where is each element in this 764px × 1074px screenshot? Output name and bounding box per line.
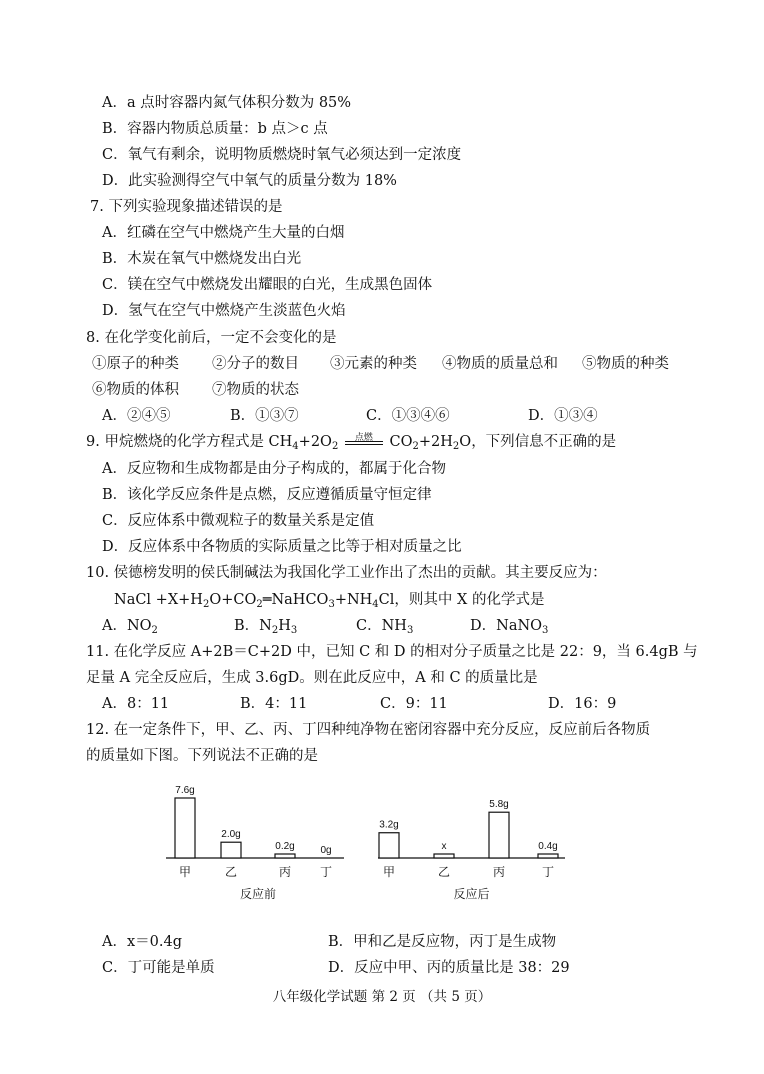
bar-甲 — [175, 798, 195, 858]
bar-丙 — [275, 854, 295, 858]
bar-乙 — [221, 842, 241, 858]
data-label: 0g — [320, 845, 332, 856]
data-label: 2.0g — [221, 829, 241, 841]
bar-丙 — [489, 812, 509, 858]
q7-option-c: C．镁在空气中燃烧发出耀眼的白光，生成黑色固体 — [102, 277, 433, 293]
category-label: 乙 — [437, 865, 451, 879]
q11-option-d: D．16：9 — [548, 696, 617, 712]
q10-option-d: D．NaNO$_3$ — [470, 618, 549, 636]
q7-option-b: B．木炭在氧气中燃烧发出白光 — [102, 251, 302, 267]
category-label: 丁 — [319, 865, 333, 879]
page-footer: 八年级化学试题 第 2 页 （共 5 页） — [272, 989, 492, 1005]
q10-stem: 10. 侯德榜发明的侯氏制碱法为我国化学工业作出了杰出的贡献。其主要反应为： — [86, 565, 607, 581]
q10-option-a: A．$NO_2$ — [102, 618, 158, 636]
data-label: x — [441, 841, 447, 852]
q7-option-a: A．红磷在空气中燃烧产生大量的白烟 — [102, 225, 345, 241]
data-label: 5.8g — [489, 799, 509, 811]
q8-item-7: ⑦物质的状态 — [212, 382, 299, 398]
q8-item-1: ①原子的种类 — [92, 356, 179, 372]
q8-item-6: ⑥物质的体积 — [92, 382, 179, 398]
chart-title: 反应后 — [453, 887, 490, 901]
q11-option-c: C．9：11 — [380, 696, 448, 712]
q9-option-c: C．反应体系中微观粒子的数量关系是定值 — [102, 513, 375, 529]
category-label: 甲 — [382, 865, 396, 879]
reaction-condition-arrow: 点燃 — [343, 432, 385, 452]
q7-stem: 7. 下列实验现象描述错误的是 — [90, 199, 283, 215]
q6-option-a: A．a 点时容器内氮气体积分数为 85% — [102, 95, 352, 111]
q11-option-b: B．4：11 — [240, 696, 308, 712]
category-label: 乙 — [224, 865, 238, 879]
q8-option-b: B．①③⑦ — [230, 408, 299, 424]
q10-equation: NaCl $+X+H_2O+CO_2═NaHCO_3+NH_4Cl$，则其中 X 的化学式是 — [114, 592, 545, 610]
q9-stem: 9. 甲烷燃烧的化学方程式是 $CH_4+2O_2$ 点燃 $CO_2+2H_2O$，下列信息不正确的是 — [86, 433, 617, 452]
q12-line1: 12. 在一定条件下，甲、乙、丙、丁四种纯净物在密闭容器中充分反应，反应前后各物质 — [86, 722, 651, 738]
q12-option-a: A．x＝0.4g — [102, 934, 182, 950]
category-label: 丙 — [492, 865, 506, 879]
data-label: 3.2g — [379, 819, 399, 831]
data-label: 7.6g — [175, 785, 195, 796]
q8-option-c: C．①③④⑥ — [366, 408, 450, 424]
category-label: 丁 — [541, 865, 555, 879]
q10-option-c: C．$NH_3$ — [356, 618, 414, 636]
bar-甲 — [379, 833, 399, 858]
q8-option-a: A．②④⑤ — [102, 408, 171, 424]
q12-option-d: D．反应中甲、丙的质量比是 38：29 — [328, 960, 570, 976]
category-label: 丙 — [278, 865, 292, 879]
data-label: 0.4g — [538, 841, 558, 852]
q8-item-5: ⑤物质的种类 — [582, 356, 669, 372]
q6-option-d: D．此实验测得空气中氧气的质量分数为 18% — [102, 173, 397, 189]
bar-丁 — [538, 854, 558, 858]
category-label: 甲 — [178, 865, 192, 879]
q12-option-c: C．丁可能是单质 — [102, 960, 215, 976]
q8-item-4: ④物质的质量总和 — [442, 356, 558, 372]
q9-option-d: D．反应体系中各物质的实际质量之比等于相对质量之比 — [102, 539, 462, 555]
q11-line1: 11. 在化学反应 A+2B＝C+2D 中，已知 C 和 D 的相对分子质量之比是 22：9，当 6.4gB 与 — [86, 644, 698, 660]
q8-stem: 8. 在化学变化前后，一定不会变化的是 — [86, 330, 337, 346]
bar-charts — [0, 775, 764, 915]
chart-after — [378, 799, 565, 901]
q6-option-b: B．容器内物质总质量：b 点＞c 点 — [102, 121, 328, 137]
bar-乙 — [434, 854, 454, 858]
q8-item-2: ②分子的数目 — [212, 356, 299, 372]
chart-title: 反应前 — [239, 887, 277, 901]
chart-before — [166, 785, 344, 901]
q8-option-d: D．①③④ — [528, 408, 598, 424]
q10-option-b: B．$N_2H_3$ — [234, 618, 298, 636]
q9-option-a: A．反应物和生成物都是由分子构成的，都属于化合物 — [102, 461, 446, 477]
q7-option-d: D．氢气在空气中燃烧产生淡蓝色火焰 — [102, 303, 346, 319]
q6-option-c: C．氧气有剩余，说明物质燃烧时氧气必须达到一定浓度 — [102, 147, 462, 163]
q12-option-b: B．甲和乙是反应物，丙丁是生成物 — [328, 934, 557, 950]
q12-line2: 的质量如下图。下列说法不正确的是 — [86, 748, 318, 764]
q11-option-a: A．8：11 — [102, 696, 170, 712]
q9-option-b: B．该化学反应条件是点燃，反应遵循质量守恒定律 — [102, 487, 432, 503]
q11-line2: 足量 A 完全反应后，生成 3.6gD。则在此反应中，A 和 C 的质量比是 — [86, 670, 538, 686]
q8-item-3: ③元素的种类 — [330, 356, 417, 372]
data-label: 0.2g — [275, 841, 295, 852]
